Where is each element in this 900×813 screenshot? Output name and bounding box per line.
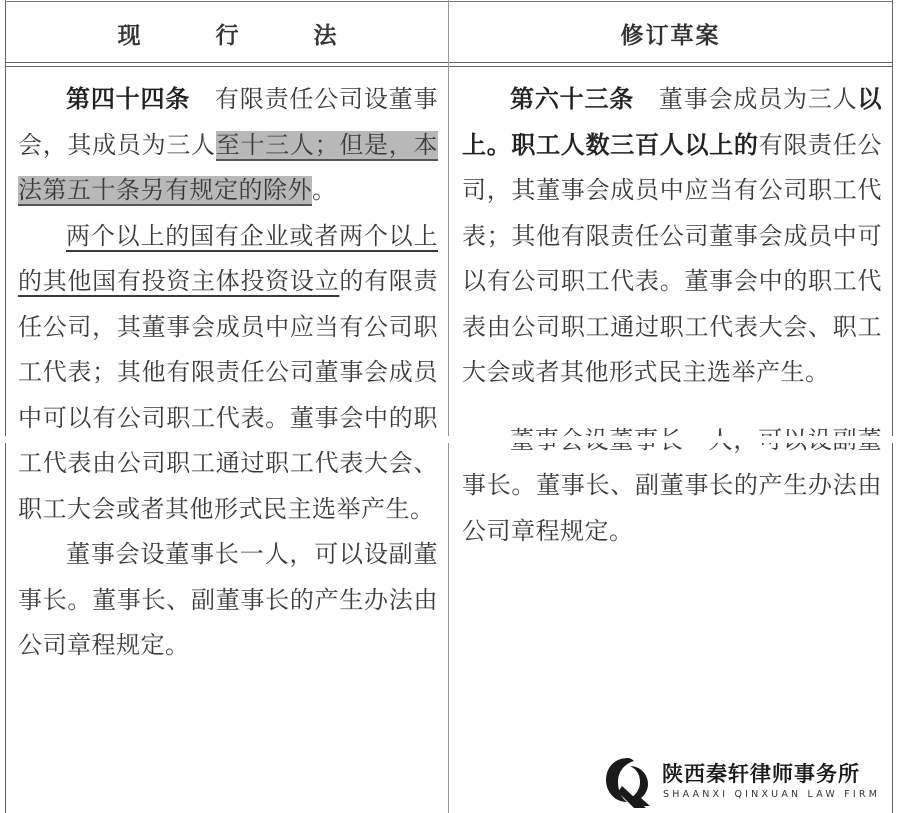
paragraph-text: 有限责任公司，其董事会成员中应当有公司职工代表；其他有限责任公司董事会成员中可以有公司职工代表。董事会中的职工代表由公司职工通过职工代表大会、职工大会或者其他形式民主选举产生。 — [462, 130, 882, 386]
paragraph-text: 的有限责任公司，其董事会成员中应当有公司职工代表；其他有限责任公司董事会成员中可以有公司职工代表。董事会中的职工代表由公司职工通过职工代表大会、职工大会或者其他形式民主选举产生。 — [18, 267, 438, 523]
paragraph-text: 。 — [312, 176, 337, 204]
firm-name: 陕西秦轩律师事务所 — [662, 762, 860, 786]
highlighted-text: 至十三人；但是，本法第五十条另有规定的除外 — [18, 130, 438, 204]
paragraph-text: 事长。董事长、副董事长的产生办法由公司章程规定。 — [462, 471, 882, 545]
header-top-rule — [5, 1, 893, 2]
header-rule — [5, 62, 893, 63]
revised-draft-column — [462, 77, 882, 554]
bold-amended-text: 以上。职工人数三百人以上的 — [462, 85, 883, 159]
current-law-paragraph-2 — [18, 214, 438, 533]
article-number: 第四十四条 — [66, 85, 191, 113]
header-rule-double — [5, 66, 893, 67]
revised-draft-paragraph-1 — [462, 77, 882, 396]
paragraph-text: 董事会成员为三人 — [634, 85, 858, 113]
paragraph-text: 董事会设董事长一人，可以设副董事长。董事长、副董事长的产生办法由公司章程规定。 — [18, 540, 438, 659]
current-law-paragraph-1 — [18, 77, 438, 214]
current-law-paragraph-3 — [18, 532, 438, 669]
paragraph-text: 有限责任公司设董事会，其成员为三人 — [18, 85, 439, 159]
article-number: 第六十三条 — [510, 85, 635, 113]
qinxuan-logo-icon — [600, 752, 656, 808]
column-divider — [448, 0, 449, 813]
underlined-text: 两个以上的国有企业或者两个以上的其他国有投资主体投资设立 — [18, 221, 438, 295]
header-current-law: 现 行 法 — [117, 22, 363, 49]
current-law-column — [18, 77, 438, 669]
firm-name-english: SHAANXI QINXUAN LAW FIRM — [663, 789, 881, 800]
header-revised-draft: 修订草案 — [620, 22, 721, 49]
page-seam — [5, 436, 893, 443]
